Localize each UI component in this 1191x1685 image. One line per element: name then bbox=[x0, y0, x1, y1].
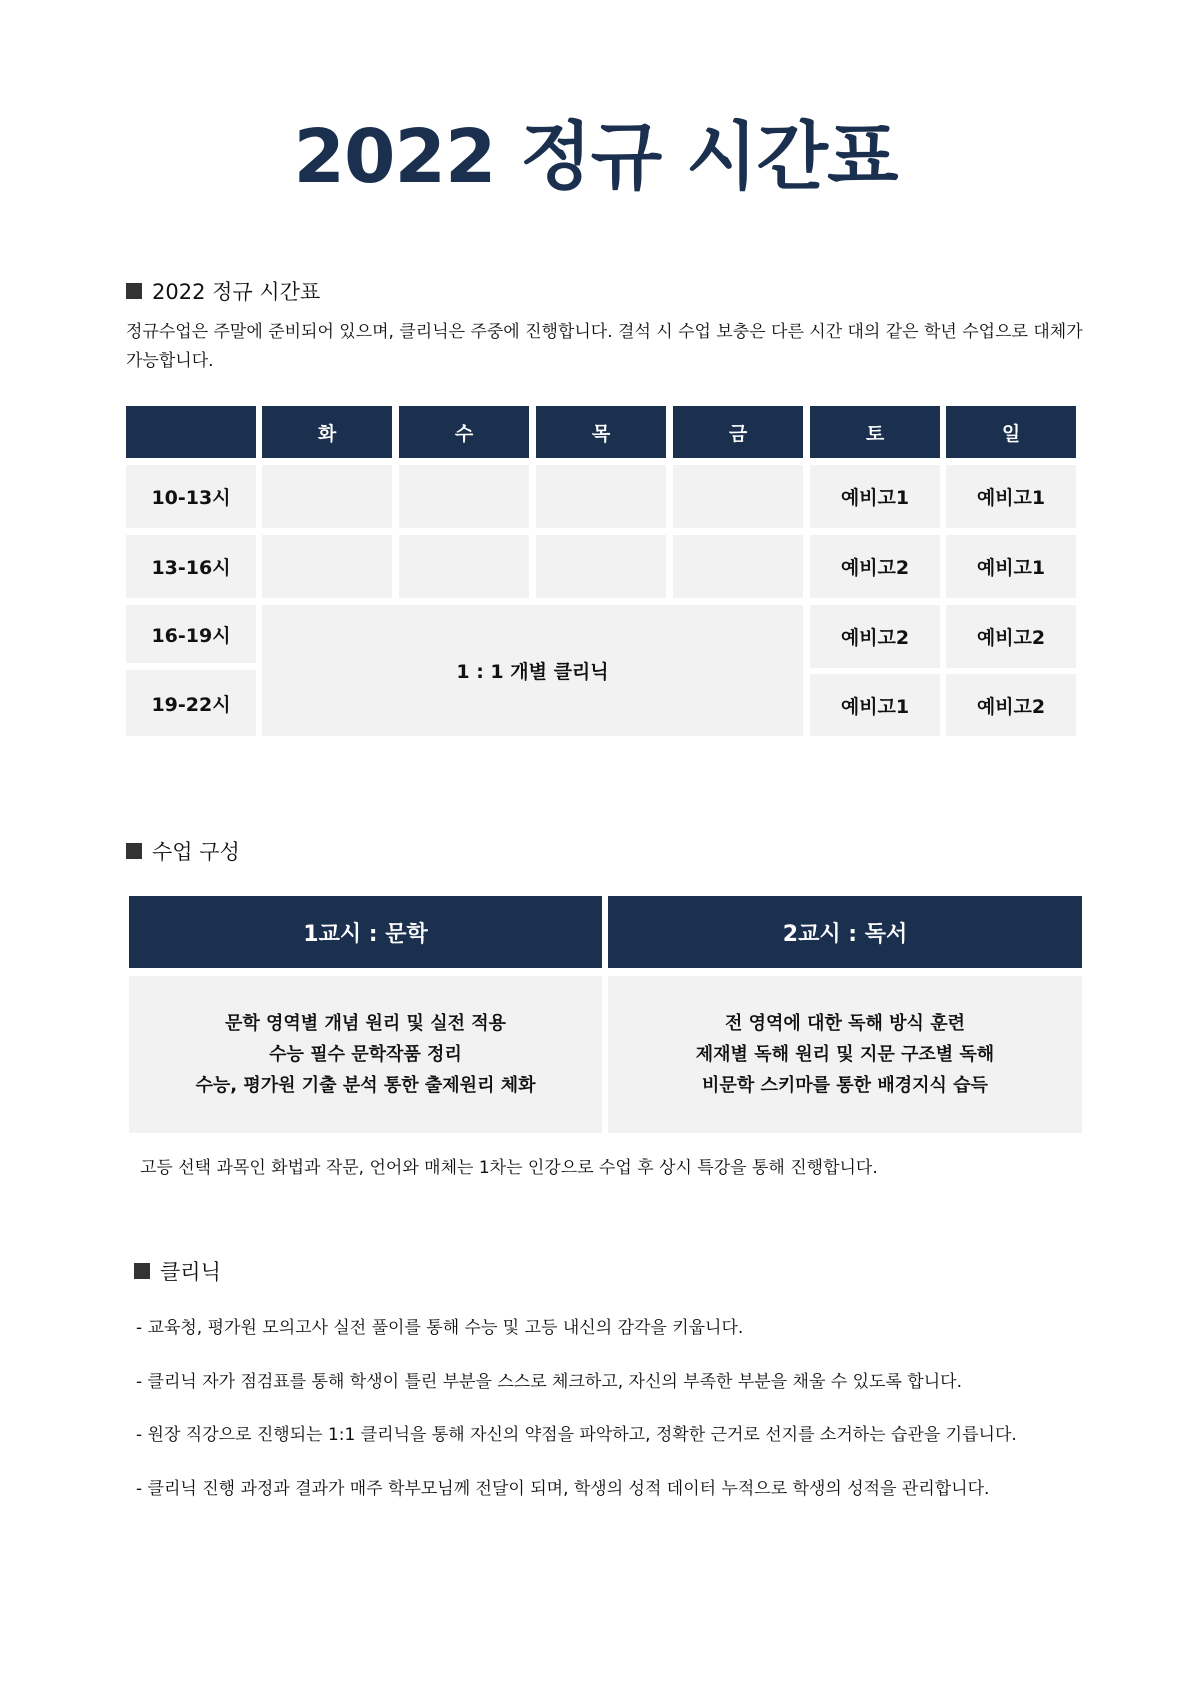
sat-class-3: 예비고2 bbox=[810, 605, 940, 668]
square-bullet-icon bbox=[134, 1263, 150, 1279]
empty-cell bbox=[262, 535, 392, 598]
empty-cell bbox=[399, 535, 529, 598]
time-slot-2: 13-16시 bbox=[126, 535, 256, 598]
time-slot-1: 10-13시 bbox=[126, 465, 256, 528]
schedule-heading-text: 2022 정규 시간표 bbox=[152, 280, 321, 304]
sun-class-1: 예비고1 bbox=[946, 465, 1076, 528]
day-header-fri: 금 bbox=[673, 406, 803, 458]
day-header-sun: 일 bbox=[946, 406, 1076, 458]
day-header-wed: 수 bbox=[399, 406, 529, 458]
sat-class-1: 예비고1 bbox=[810, 465, 940, 528]
sat-class-4: 예비고1 bbox=[810, 674, 940, 736]
clinic-bullet: - 교육청, 평가원 모의고사 실전 풀이를 통해 수능 및 고등 내신의 감각을 키웁니다. bbox=[136, 1318, 744, 1338]
page-title: 2022 정규 시간표 bbox=[293, 114, 898, 200]
day-header-sat: 토 bbox=[810, 406, 940, 458]
square-bullet-icon bbox=[126, 283, 142, 299]
class-1-line: 문학 영역별 개념 원리 및 실전 적용 bbox=[224, 1013, 507, 1034]
sun-class-2: 예비고1 bbox=[946, 535, 1076, 598]
clinic-bullet: - 클리닉 자가 점검표를 통해 학생이 틀린 부분을 스스로 체크하고, 자신의 부족한 부분을 채울 수 있도록 합니다. bbox=[136, 1372, 962, 1392]
sat-class-2: 예비고2 bbox=[810, 535, 940, 598]
clinic-bullet: - 원장 직강으로 진행되는 1:1 클리닉을 통해 자신의 약점을 파악하고, 정확한 근거로 선지를 소거하는 습관을 기릅니다. bbox=[136, 1425, 1017, 1445]
class-2-line: 전 영역에 대한 독해 방식 훈련 bbox=[725, 1013, 965, 1034]
class-1-title: 1교시 : 문학 bbox=[129, 896, 602, 968]
composition-heading-text: 수업 구성 bbox=[152, 840, 240, 864]
clinic-merged-cell: 1 : 1 개별 클리닉 bbox=[262, 605, 803, 736]
time-slot-3: 16-19시 bbox=[126, 605, 256, 663]
sun-class-3: 예비고2 bbox=[946, 605, 1076, 668]
time-slot-4: 19-22시 bbox=[126, 670, 256, 736]
empty-cell bbox=[536, 535, 666, 598]
clinic-heading-text: 클리닉 bbox=[160, 1260, 221, 1284]
clinic-heading bbox=[134, 1256, 221, 1286]
class-1-body bbox=[129, 976, 602, 1133]
square-bullet-icon bbox=[126, 843, 142, 859]
sun-class-4: 예비고2 bbox=[946, 674, 1076, 736]
class-2-body bbox=[608, 976, 1082, 1133]
schedule-description: 정규수업은 주말에 준비되어 있으며, 클리닉은 주중에 진행합니다. 결석 시 수업 보충은 다른 시간 대의 같은 학년 수업으로 대체가 가능합니다. bbox=[126, 322, 1083, 371]
timetable-corner-header bbox=[126, 406, 256, 458]
empty-cell bbox=[673, 465, 803, 528]
empty-cell bbox=[536, 465, 666, 528]
composition-heading bbox=[126, 836, 240, 866]
class-2-line: 비문학 스키마를 통한 배경지식 습득 bbox=[702, 1075, 988, 1096]
empty-cell bbox=[262, 465, 392, 528]
class-1-line: 수능 필수 문학작품 정리 bbox=[269, 1044, 462, 1065]
class-2-title: 2교시 : 독서 bbox=[608, 896, 1082, 968]
schedule-heading bbox=[126, 276, 320, 306]
clinic-bullet: - 클리닉 진행 과정과 결과가 매주 학부모님께 전달이 되며, 학생의 성적 데이터 누적으로 학생의 성적을 관리합니다. bbox=[136, 1479, 990, 1499]
day-header-thu: 목 bbox=[536, 406, 666, 458]
empty-cell bbox=[673, 535, 803, 598]
composition-note: 고등 선택 과목인 화법과 작문, 언어와 매체는 1차는 인강으로 수업 후 상시 특강을 통해 진행합니다. bbox=[140, 1158, 878, 1178]
class-1-line: 수능, 평가원 기출 분석 통한 출제원리 체화 bbox=[195, 1075, 536, 1096]
empty-cell bbox=[399, 465, 529, 528]
class-2-line: 제재별 독해 원리 및 지문 구조별 독해 bbox=[695, 1044, 995, 1065]
day-header-tue: 화 bbox=[262, 406, 392, 458]
